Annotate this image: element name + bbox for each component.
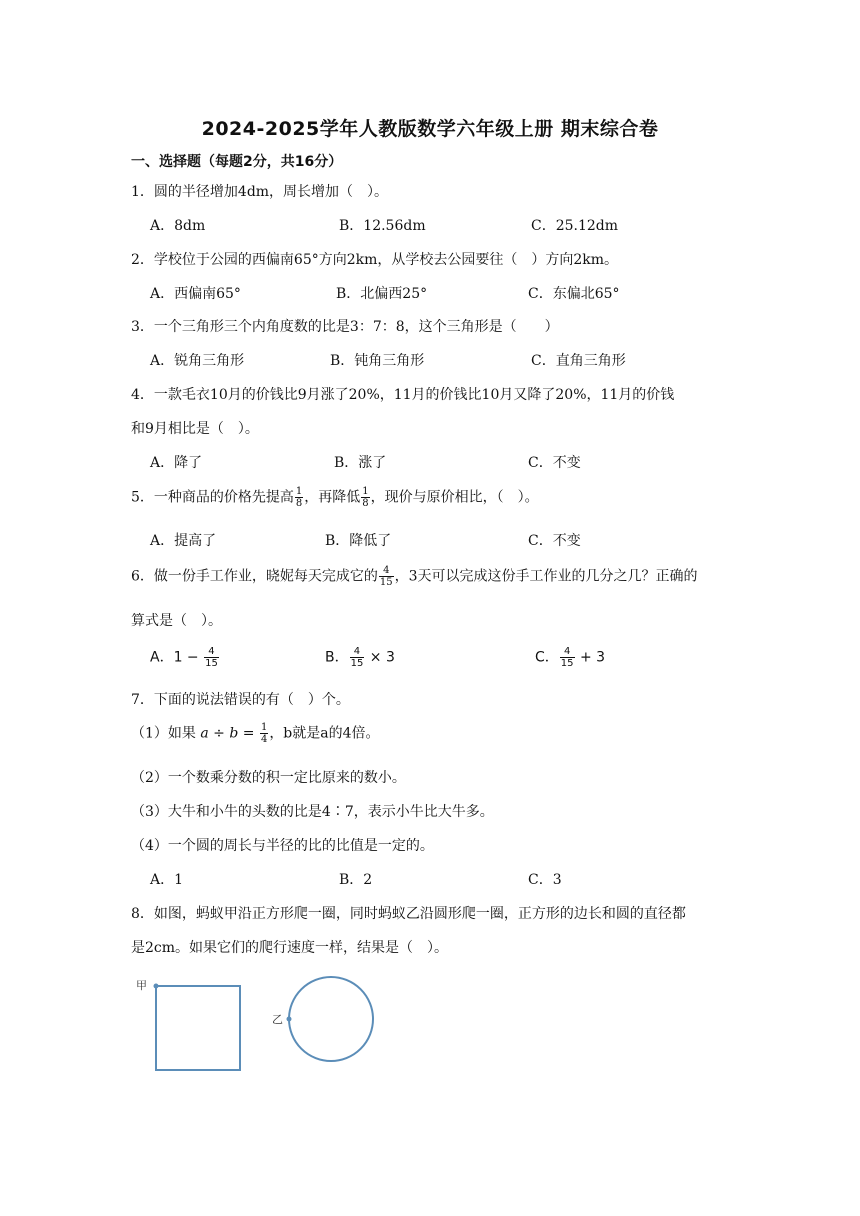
question-7-stem: 7．下面的说法错误的有（ ）个。 (131, 692, 350, 708)
q7-statement-3: （3）大牛和小牛的头数的比是4∶7，表示小牛比大牛多。 (131, 804, 494, 820)
q5-option-a: A．提高了 (150, 533, 217, 549)
label-jia: 甲 (136, 979, 147, 992)
q2-option-a: A．西偏南65° (150, 286, 241, 302)
question-8-stem-line2: 是2cm。如果它们的爬行速度一样，结果是（ ）。 (131, 940, 449, 956)
q1-option-b: B．12.56dm (339, 218, 426, 234)
square-circle-figure (130, 970, 390, 1080)
q6-option-c: C． $\frac{4}{15}$ + 3 (535, 646, 606, 669)
question-4-stem-line2: 和9月相比是（ ）。 (131, 421, 259, 437)
q7-option-c: C．3 (528, 872, 562, 888)
q4-option-c: C．不变 (528, 455, 581, 471)
q7-option-b: B．2 (339, 872, 373, 888)
question-5-stem: 5．一种商品的价格先提高 $\frac{1}{8}$ ，再降低 $\frac{1}{8}$ ，现价与原价相比，（ ）。 (131, 486, 539, 509)
q7-statement-4: （4）一个圆的周长与半径的比的比值是一定的。 (131, 838, 434, 854)
q2-option-c: C．东偏北65° (528, 286, 620, 302)
q7-option-a: A．1 (150, 872, 184, 888)
q5-option-b: B．降低了 (325, 533, 392, 549)
question-8-stem-line1: 8．如图，蚂蚁甲沿正方形爬一圈，同时蚂蚁乙沿圆形爬一圈，正方形的边长和圆的直径都 (131, 906, 686, 922)
question-6-stem-line1: 6．做一份手工作业，晓妮每天完成它的 $\frac{4}{15}$ ，3天可以完成这份手工作业的几分之几？正确的 (131, 565, 698, 588)
fraction: $\frac{4}{15}$ (379, 565, 393, 588)
q3-option-a: A．锐角三角形 (150, 353, 245, 369)
square-shape (156, 986, 240, 1070)
question-1-stem: 1．圆的半径增加4dm，周长增加（ ）。 (131, 184, 389, 200)
q4-option-b: B．涨了 (334, 455, 387, 471)
fraction: $\frac{1}{8}$ (295, 486, 303, 509)
ant-b-dot (287, 1017, 292, 1022)
q3-option-c: C．直角三角形 (531, 353, 626, 369)
q1-option-c: C．25.12dm (531, 218, 619, 234)
question-2-stem: 2．学校位于公园的西偏南65°方向2km，从学校去公园要往（ ）方向2km。 (131, 252, 619, 268)
q4-option-a: A．降了 (150, 455, 203, 471)
q1-option-a: A．8dm (150, 218, 206, 234)
q3-option-b: B．钝角三角形 (330, 353, 425, 369)
question-6-stem-line2: 算式是（ ）。 (131, 613, 222, 629)
circle-shape (289, 977, 373, 1061)
page-title: 2024-2025学年人教版数学六年级上册 期末综合卷 (201, 118, 659, 140)
question-4-stem-line1: 4．一款毛衣10月的价钱比9月涨了20%，11月的价钱比10月又降了20%，11月的价钱 (131, 387, 675, 403)
q7-statement-2: （2）一个数乘分数的积一定比原来的数小。 (131, 770, 406, 786)
q5-option-c: C．不变 (528, 533, 581, 549)
q6-option-a: A．1 − $\frac{4}{15}$ (150, 646, 218, 669)
label-yi: 乙 (272, 1013, 283, 1026)
section-heading: 一、选择题（每题2分，共16分） (131, 154, 343, 170)
fraction: $\frac{1}{8}$ (362, 486, 369, 509)
q7-statement-1: （1）如果 a ÷ b = $\frac{1}{4}$ ，b就是a的4倍。 (131, 722, 380, 745)
question-3-stem: 3．一个三角形三个内角度数的比是3：7：8，这个三角形是（ ） (131, 319, 559, 335)
q6-option-b: B． $\frac{4}{15}$ × 3 (325, 646, 395, 669)
ant-a-dot (154, 984, 159, 989)
q2-option-b: B．北偏西25° (336, 286, 428, 302)
